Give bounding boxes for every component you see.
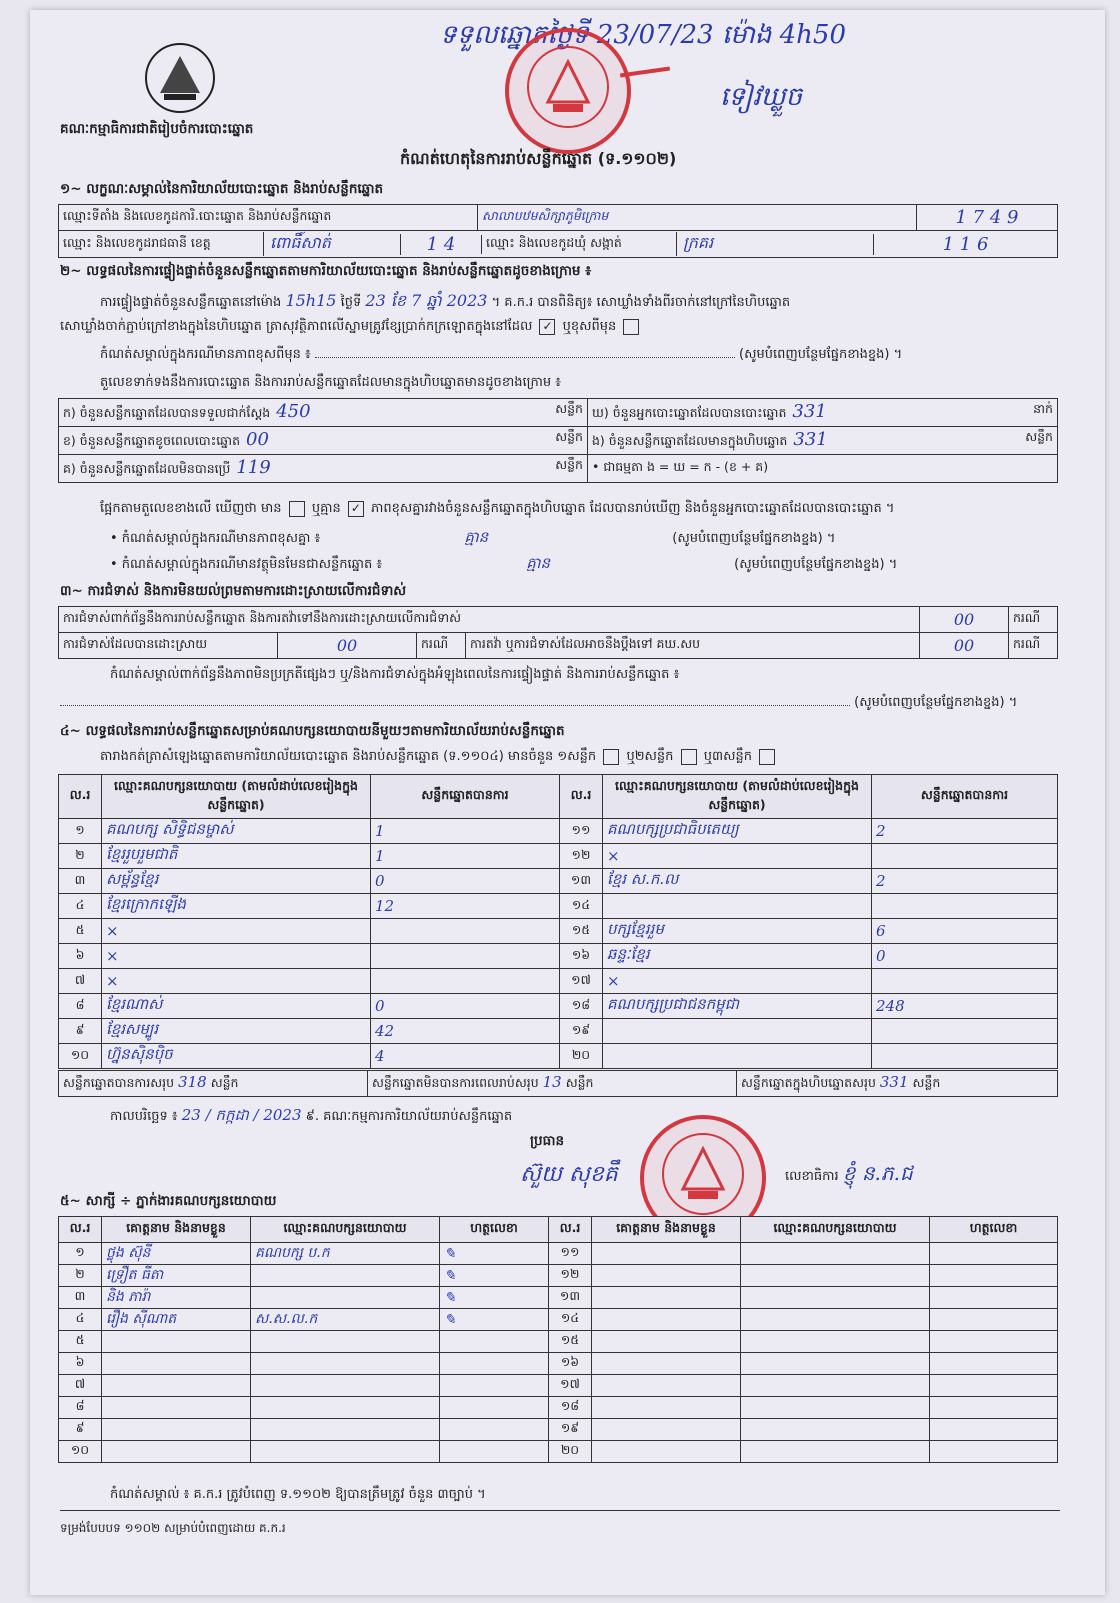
witness-cell (741, 1353, 930, 1375)
stamp-emblem-icon (513, 32, 623, 142)
witness-cell (440, 1375, 549, 1397)
col-witness-party: ឈ្មោះគណបក្សនយោបាយ (251, 1217, 440, 1243)
row-number: ៨ (59, 994, 102, 1019)
signing-date-line: កាលបរិច្ឆេទ ៖ 23 / កក្កដា / 2023 ៩. គណៈកម្មការការិយាល័យរាប់សន្លឹកឆ្នោត (110, 1106, 513, 1124)
row-number: ៤ (59, 894, 102, 919)
row-number: ១៣ (560, 869, 603, 894)
witness-cell (440, 1331, 549, 1353)
table-row (59, 1419, 1058, 1441)
signing-date: 23 / កក្កដា / 2023 (181, 1106, 302, 1124)
witness-cell (102, 1419, 251, 1441)
party-votes: 4 (371, 1044, 560, 1069)
witness-cell (102, 1441, 251, 1463)
party-name: គណបក្សប្រជាធិបតេយ្យ (603, 819, 872, 844)
row-number: ១៥ (549, 1331, 592, 1353)
witness-cell (930, 1265, 1058, 1287)
row-number: ៦ (59, 944, 102, 969)
witness-cell (930, 1441, 1058, 1463)
witness-cell (440, 1441, 549, 1463)
total-in-box: សន្លឹកឆ្នោតក្នុងហិបឆ្នោតសរុប 331 សន្លឹក (737, 1071, 1058, 1097)
party-votes: 1 (371, 819, 560, 844)
witness-cell (102, 1331, 251, 1353)
totals-row (58, 1070, 1058, 1097)
table-row (59, 1441, 1058, 1463)
witness-cell (741, 1309, 930, 1331)
footer-divider (60, 1510, 1060, 1511)
witness-cell: ស.ស.ល.ក (251, 1309, 440, 1331)
row-d: ឃ) ចំនួនអ្នកបោះឆ្នោតដែលបានបោះឆ្នោត 331 នាក់ (588, 399, 1058, 427)
footer-form-ref: ទម្រង់បែបបទ ១១០២ សម្រាប់បំពេញដោយ គ.ក.រ (60, 1521, 286, 1535)
row-number: ៥ (59, 919, 102, 944)
witness-cell (592, 1375, 741, 1397)
sheet-count-3-checkbox[interactable] (759, 749, 775, 765)
party-votes: 6 (872, 919, 1058, 944)
stamp-top (505, 28, 631, 154)
polling-station-value: សាលាបឋមសិក្សាភូមិក្រោម (478, 205, 917, 231)
row-number: ១ (59, 1243, 102, 1265)
or-changed-label: ឬខុសពីមុន (562, 319, 617, 334)
witness-cell: ✎ (440, 1309, 549, 1331)
row-a-value: 450 (276, 401, 311, 422)
party-votes (872, 1019, 1058, 1044)
witness-cell (592, 1243, 741, 1265)
para1-prefix: ការផ្ទៀងផ្ទាត់ចំនួនសន្លឹកឆ្នោតនៅម៉ោង (100, 295, 282, 310)
row-e: ង) ចំនួនសន្លឹកឆ្នោតដែលមានក្នុងហិបឆ្នោត 331 សន្លឹក (588, 427, 1058, 455)
document-sheet (30, 10, 1105, 1595)
witness-cell (741, 1375, 930, 1397)
party-name: ខ្មែរសម្បូរ (102, 1019, 371, 1044)
note-line-1 (100, 346, 1060, 365)
row-number: ១២ (549, 1265, 592, 1287)
row-number: ២ (59, 1265, 102, 1287)
witness-cell (592, 1309, 741, 1331)
bullet1-value: គ្មាន (464, 528, 489, 546)
party-votes: 248 (872, 994, 1058, 1019)
party-name (603, 1044, 872, 1069)
witness-cell: និង ភារ៉ា (102, 1287, 251, 1309)
table-row (59, 1265, 1058, 1287)
nec-emblem-icon (140, 38, 220, 122)
witness-cell (592, 1419, 741, 1441)
witness-cell (592, 1331, 741, 1353)
time-value: 15h15 (285, 291, 337, 310)
table-row (59, 1353, 1058, 1375)
row-number: ២ (59, 844, 102, 869)
table-row (59, 1309, 1058, 1331)
col-witness-name: គោត្តនាម និងនាមខ្លួន (102, 1217, 251, 1243)
witness-cell (251, 1287, 440, 1309)
row-number: ៨ (59, 1397, 102, 1419)
stamp-emblem-icon (648, 1119, 758, 1229)
table-row (59, 1331, 1058, 1353)
party-votes (872, 894, 1058, 919)
witness-cell (930, 1353, 1058, 1375)
row-number: ២០ (560, 1044, 603, 1069)
row-number: ១ (59, 819, 102, 844)
witness-cell (592, 1265, 741, 1287)
breakdown-intro: តួលេខទាក់ទងនឹងការបោះឆ្នោត និងការរាប់សន្លឹកឆ្នោតដែលមានក្នុងហិបឆ្នោតមានដូចខាងក្រោម ៖ (100, 375, 561, 390)
note-suffix: (សូមបំពេញបន្ថែមផ្នែកខាងខ្នង) ។ (739, 347, 903, 362)
row-number: ១៨ (560, 994, 603, 1019)
row-number: ៧ (59, 969, 102, 994)
row-number: ៤ (59, 1309, 102, 1331)
col-votes: សន្លឹកឆ្នោតបានការ (371, 775, 560, 819)
resolved-value: 00 (278, 633, 417, 659)
secretary-signature: ខ្ញុំ ន.ភ.ជ (842, 1161, 913, 1185)
station-code: 1 7 4 9 (917, 205, 1058, 231)
row-number: ៩ (59, 1419, 102, 1441)
resolved-label: ការជំទាស់ដែលបានដោះស្រាយ (59, 633, 278, 659)
witness-cell (440, 1419, 549, 1441)
party-name: × (603, 969, 872, 994)
row-number: ១០ (59, 1044, 102, 1069)
bullet-note-1: • កំណត់សម្គាល់ក្នុងករណីមានភាពខុសគ្នា ៖ គ្មាន (សូមបំពេញបន្ថែមផ្នែកខាងខ្នង) ។ (110, 528, 836, 546)
witness-rows (59, 1243, 1058, 1463)
row-number: ១៩ (549, 1419, 592, 1441)
row-number: ១៤ (560, 894, 603, 919)
complaints-table: ការជំទាស់ពាក់ព័ន្ធនឹងការរាប់សន្លឹកឆ្នោត និងការតវ៉ាទៅនឹងការដោះស្រាយលើការជំទាស់ 00 ករណី ការជំទាស់ដែលបានដោះស្រាយ 00 ករណី ការតវ៉ា ឬការជំទាស់ដែលអាចនឹងប្តឹងទៅ គឃ.សប 00 ករណី (58, 606, 1058, 659)
party-results-table: ល.រ ឈ្មោះគណបក្សនយោបាយ (តាមលំដាប់លេខរៀងក្នុងសន្លឹកឆ្នោត) សន្លឹកឆ្នោតបានការ ល.រ ឈ្មោះគណបក្សនយោបាយ (តាមលំដាប់លេខរៀងក្នុងសន្លឹកឆ្នោត) សន្លឹកឆ្នោតបានការ ១ គណបក្ស សិទ្ធិជនម្ចាស់ 1 ១១ គណបក្សប្រជាធិបតេយ្យ 2 ២ ខ្មែររួបរួមជាតិ 1 ១២ × ៣ សម្ព័ន្ធខ្មែរ 0 ១៣ ខ្មែរ ស.ក.ល 2 ៤ ខ្មែរក្រោកឡើង 12 ១៤ ៥ × ១៥ បក្សខ្មែររួម 6 ៦ × ១៦ ឆន្ទៈខ្មែរ 0 ៧ × ១៧ × ៨ ខ្មែរណាស់ 0 ១៨ គណបក្សប្រជាជនកម្ពុជា 248 ៩ ខ្មែរសម្បូរ 42 ១៩ ១០ ហ្វ៊ុនស៊ិនប៉ិច 4 ២០ (58, 774, 1058, 1069)
witness-cell (592, 1441, 741, 1463)
table-row (59, 1243, 1058, 1265)
note-dots (315, 357, 735, 358)
party-votes (371, 919, 560, 944)
witness-cell (102, 1353, 251, 1375)
party-name (603, 1019, 872, 1044)
table-row (59, 1397, 1058, 1419)
witness-cell: ✎ (440, 1265, 549, 1287)
row-d-value: 331 (792, 401, 827, 422)
row-number: ៧ (59, 1375, 102, 1397)
party-name: សម្ព័ន្ធខ្មែរ (102, 869, 371, 894)
witness-cell (930, 1287, 1058, 1309)
row-number: ១៤ (549, 1309, 592, 1331)
commune-label: ឈ្មោះ និងលេខកូដឃុំ សង្កាត់ (481, 235, 676, 254)
party-votes: 1 (371, 844, 560, 869)
row-b-value: 00 (246, 429, 269, 450)
date-label: ថ្ងៃទី (340, 295, 362, 310)
witness-cell (741, 1243, 930, 1265)
row-number: ១៦ (560, 944, 603, 969)
party-votes: 12 (371, 894, 560, 919)
section2-para2 (60, 318, 642, 337)
section1-heading: ១~ លក្ខណៈសម្គាល់នៃការិយាល័យបោះឆ្នោត និងរាប់សន្លឹកឆ្នោត (60, 181, 384, 197)
witness-cell (251, 1265, 440, 1287)
witness-cell: រឿង ស៊ីណាត (102, 1309, 251, 1331)
chairman-label: ប្រធាន (530, 1133, 565, 1149)
party-name: គណបក្ស សិទ្ធិជនម្ចាស់ (102, 819, 371, 844)
witness-cell (930, 1331, 1058, 1353)
party-votes (872, 844, 1058, 869)
secretary-line: លេខាធិការ ខ្ញុំ ន.ភ.ជ (785, 1161, 913, 1185)
party-votes (872, 1044, 1058, 1069)
witness-cell (102, 1375, 251, 1397)
footer-note: កំណត់សម្គាល់ ៖ គ.ក.រ ត្រូវបំពេញ ទ.១១០២ ឱ្យបានត្រឹមត្រូវ ចំនួន ៣ច្បាប់ ។ (110, 1487, 486, 1502)
party-name: × (102, 944, 371, 969)
table-row (59, 869, 1058, 894)
form-title: កំណត់ហេតុនៃការរាប់សន្លឹកឆ្នោត (ទ.១១០២) (400, 149, 677, 168)
party-name: × (102, 969, 371, 994)
party-rows (59, 819, 1058, 1069)
col-party: ឈ្មោះគណបក្សនយោបាយ (តាមលំដាប់លេខរៀងក្នុងសន្លឹកឆ្នោត) (102, 775, 371, 819)
chairman-signature: ស៊ួយ សុខគឹ (520, 1162, 618, 1187)
witness-table: ល.រ គោត្តនាម និងនាមខ្លួន ឈ្មោះគណបក្សនយោបាយ ហត្ថលេខា ល.រ គោត្តនាម និងនាមខ្លួន ឈ្មោះគណបក្សនយោបាយ ហត្ថលេខា ១ ថ្លុង ស៊ុនី គណបក្ស ប.ក ✎ ១១ ២ ទ្រឿត ធីតា ✎ ១២ ៣ និង ភារ៉ា ✎ ១៣ ៤ រឿង ស៊ីណាត ស.ស.ល.ក ✎ ១៤ ៥ ១៥ ៦ ១៦ ៧ ១៧ ៨ ១៨ ៩ ១៩ ១០ ២០ (58, 1216, 1058, 1463)
col-no: ល.រ (59, 775, 102, 819)
row-number: ៦ (59, 1353, 102, 1375)
table-row (59, 1287, 1058, 1309)
table-row (59, 969, 1058, 994)
party-votes (371, 969, 560, 994)
party-name: ខ្មែរ ស.ក.ល (603, 869, 872, 894)
row-a: ក) ចំនួនសន្លឹកឆ្នោតដែលបានទទួលជាក់ស្តែង 450 សន្លឹក (59, 399, 588, 427)
witness-cell (930, 1419, 1058, 1441)
table-row (59, 844, 1058, 869)
total-valid: សន្លឹកឆ្នោតបានការសរុប 318 សន្លឹក (59, 1071, 368, 1097)
party-votes: 0 (371, 869, 560, 894)
row-number: ១៧ (549, 1375, 592, 1397)
party-name: ខ្មែរក្រោកឡើង (102, 894, 371, 919)
row-number: ៥ (59, 1331, 102, 1353)
witness-cell (592, 1353, 741, 1375)
witness-cell (251, 1397, 440, 1419)
table-row (59, 1019, 1058, 1044)
party-votes: 2 (872, 819, 1058, 844)
witness-cell: ទ្រឿត ធីតា (102, 1265, 251, 1287)
total-invalid: សន្លឹកឆ្នោតមិនបានការពេលរាប់សរុប 13 សន្លឹក (368, 1071, 737, 1097)
complaints-row1-label: ការជំទាស់ពាក់ព័ន្ធនឹងការរាប់សន្លឹកឆ្នោត និងការតវ៉ាទៅនឹងការដោះស្រាយលើការជំទាស់ (59, 607, 920, 633)
party-votes: 42 (371, 1019, 560, 1044)
table-row (59, 994, 1058, 1019)
bullet2-value: គ្មាន (526, 554, 551, 572)
province-value: ពោធិ៍សាត់ (263, 232, 400, 256)
table-row (59, 919, 1058, 944)
section2-para1 (100, 290, 1060, 314)
row-number: ១៣ (549, 1287, 592, 1309)
witness-cell (930, 1375, 1058, 1397)
row-number: ១៩ (560, 1019, 603, 1044)
row-number: ១១ (560, 819, 603, 844)
witness-cell (251, 1331, 440, 1353)
row-number: ១២ (560, 844, 603, 869)
section1-table (58, 204, 1058, 258)
row-number: ១០ (59, 1441, 102, 1463)
para2-text: សោឃ្លាំងចាក់ភ្ជាប់ក្រៅខាងក្នុងនៃហិបឆ្នោត ត្រាសុវត្ថិភាពលើស្នាមត្រូវខ្សែប្រាក់កក្រឡោតក្នុងនៅដែល (60, 319, 533, 334)
witness-cell (102, 1397, 251, 1419)
witness-cell (741, 1265, 930, 1287)
sheet-count-2-checkbox[interactable] (681, 749, 697, 765)
witness-cell: ✎ (440, 1287, 549, 1309)
changed-checkbox[interactable] (623, 319, 639, 335)
complaints-row1-value: 00 (920, 607, 1009, 633)
witness-cell (251, 1375, 440, 1397)
party-votes: 0 (872, 944, 1058, 969)
section2-heading: ២~ លទ្ធផលនៃការផ្ទៀងផ្ទាត់ចំនួនសន្លឹកឆ្នោតតាមការិយាល័យបោះឆ្នោត និងរាប់សន្លឹកឆ្នោតដូចខាងក្រោម ៖ (60, 263, 592, 279)
table-row (59, 819, 1058, 844)
party-votes (371, 944, 560, 969)
section5-heading: ៥~ សាក្សី ÷ ភ្នាក់ងារគណបក្សនយោបាយ (60, 1193, 277, 1209)
no-discrepancy-checkbox[interactable]: ✓ (348, 501, 364, 517)
row-number: ៣ (59, 1287, 102, 1309)
row-c: គ) ចំនួនសន្លឹកឆ្នោតដែលមិនបានប្រើ 119 សន្លឹក (59, 455, 588, 483)
witness-cell (741, 1441, 930, 1463)
witness-cell (251, 1353, 440, 1375)
section4-intro: តារាងកត់ត្រាសំឡេងឆ្នោតតាមការិយាល័យបោះឆ្នោត និងរាប់សន្លឹកឆ្នោត (ទ.១១០៤) មានចំនួន ១សន្លឹក ឬ២សន្លឹក ឬ៣សន្លឹក (100, 748, 778, 767)
party-name: ខ្មែរណាស់ (102, 994, 371, 1019)
appeal-value: 00 (920, 633, 1009, 659)
party-name: ខ្មែររួបរួមជាតិ (102, 844, 371, 869)
commune-code: 1 1 6 (873, 234, 1057, 255)
party-name: ឆន្ទៈខ្មែរ (603, 944, 872, 969)
org-name: គណៈកម្មាធិការជាតិរៀបចំការបោះឆ្នោត (60, 121, 254, 137)
commune-value: ក្រគរ (676, 232, 873, 256)
handwritten-note-name: ទៀវឃ្លួច (720, 82, 803, 112)
ballot-breakdown-table (58, 398, 1058, 483)
row-e-value: 331 (793, 429, 828, 450)
party-votes: 2 (872, 869, 1058, 894)
witness-cell (741, 1397, 930, 1419)
note-label: កំណត់សម្គាល់ក្នុងករណីមានភាពខុសពីមុន ៖ (100, 347, 311, 362)
stamp-line (620, 67, 670, 78)
appeal-label: ការតវ៉ា ឬការជំទាស់ដែលអាចនឹងប្តឹងទៅ គឃ.សប (466, 633, 920, 659)
party-name: គណបក្សប្រជាជនកម្ពុជា (603, 994, 872, 1019)
party-name: ហ្វ៊ុនស៊ិនប៉ិច (102, 1044, 371, 1069)
discrepancy-line: ផ្អែកតាមតួលេខខាងលើ ឃើញថា មាន ឬគ្មាន ✓ ភាពខុសគ្នារវាងចំនួនសន្លឹកឆ្នោតក្នុងហិបឆ្នោត ដែលបានរាប់ឃើញ និងចំនួនអ្នកបោះឆ្នោតដែលបានបោះឆ្នោត ។ (100, 500, 895, 516)
row-c-value: 119 (236, 457, 271, 478)
party-votes: 0 (371, 994, 560, 1019)
witness-cell (741, 1419, 930, 1441)
witness-cell (930, 1243, 1058, 1265)
polling-station-label: ឈ្មោះទីតាំង និងលេខកូដការិ.បោះឆ្នោត និងរាប់សន្លឹកឆ្នោត (59, 205, 478, 231)
section3-heading: ៣~ ការជំទាស់ និងការមិនយល់ព្រមតាមការដោះស្រាយលើការជំទាស់ (60, 583, 407, 599)
witness-cell (741, 1331, 930, 1353)
witness-cell (592, 1287, 741, 1309)
province-label: ឈ្មោះ និងលេខកូដរាជធានី ខេត្ត (63, 234, 211, 250)
table-row (59, 894, 1058, 919)
sheet-count-1-checkbox[interactable] (603, 749, 619, 765)
para1-suffix: ។ គ.ក.រ បានពិនិត្យ៖ សោឃ្លាំងទាំងពីរចាក់នៅក្រៅនៃហិបឆ្នោត (491, 295, 791, 310)
witness-cell (592, 1397, 741, 1419)
party-name (603, 894, 872, 919)
row-number: ១៨ (549, 1397, 592, 1419)
row-b: ខ) ចំនួនសន្លឹកឆ្នោតខូចពេលបោះឆ្នោត 00 សន្លឹក (59, 427, 588, 455)
witness-cell: ✎ (440, 1243, 549, 1265)
same-as-before-checkbox[interactable]: ✓ (539, 319, 555, 335)
table-row (59, 1375, 1058, 1397)
date-value: 23 ខែ 7 ឆ្នាំ 2023 (365, 291, 488, 310)
section3-note-dots: (សូមបំពេញបន្ថែមផ្នែកខាងខ្នង) ។ (60, 694, 1060, 713)
row-number: ១៦ (549, 1353, 592, 1375)
table-row (59, 944, 1058, 969)
witness-cell (930, 1309, 1058, 1331)
handwritten-note-time: ទទួលឆ្នោតថ្ងៃទី 23/07/23 ម៉ោង 4h50 (440, 20, 846, 50)
col-witness-signature: ហត្ថលេខា (440, 1217, 549, 1243)
row-number: ៩ (59, 1019, 102, 1044)
row-number: ១៥ (560, 919, 603, 944)
witness-cell (251, 1419, 440, 1441)
witness-cell (251, 1441, 440, 1463)
party-name: × (102, 919, 371, 944)
party-name: បក្សខ្មែររួម (603, 919, 872, 944)
section4-heading: ៤~ លទ្ធផលនៃការរាប់សន្លឹកឆ្នោតសម្រាប់គណបក្សនយោបាយនីមួយៗតាមការិយាល័យរាប់សន្លឹកឆ្នោត (60, 723, 565, 739)
province-code: 1 4 (400, 234, 481, 255)
witness-cell (741, 1287, 930, 1309)
party-votes (872, 969, 1058, 994)
witness-cell (440, 1397, 549, 1419)
bullet-note-2: • កំណត់សម្គាល់ក្នុងករណីមានវត្ថុមិនមែនជាសន្លឹកឆ្នោត ៖ គ្មាន (សូមបំពេញបន្ថែមផ្នែកខាងខ្នង) ។ (110, 554, 898, 572)
row-number: ១១ (549, 1243, 592, 1265)
table-row (59, 1044, 1058, 1069)
witness-cell: ថ្លុង ស៊ុនី (102, 1243, 251, 1265)
row-number: ៣ (59, 869, 102, 894)
witness-cell (930, 1397, 1058, 1419)
formula: • ជាធម្មតា ង = ឃ = ក - (ខ + គ) (588, 455, 1058, 483)
section3-note: កំណត់សម្គាល់ពាក់ព័ន្ធនឹងភាពមិនប្រក្រតីផ្សេងៗ ឬ/និងការជំទាស់ក្នុងអំឡុងពេលនៃការផ្ទៀងផ្ទាត់ និងការរាប់សន្លឹកឆ្នោត ៖ (110, 667, 680, 682)
witness-cell: គណបក្ស ប.ក (251, 1243, 440, 1265)
party-name: × (603, 844, 872, 869)
has-discrepancy-checkbox[interactable] (289, 501, 305, 517)
row-number: ១៧ (560, 969, 603, 994)
row-number: ២០ (549, 1441, 592, 1463)
witness-cell (440, 1353, 549, 1375)
